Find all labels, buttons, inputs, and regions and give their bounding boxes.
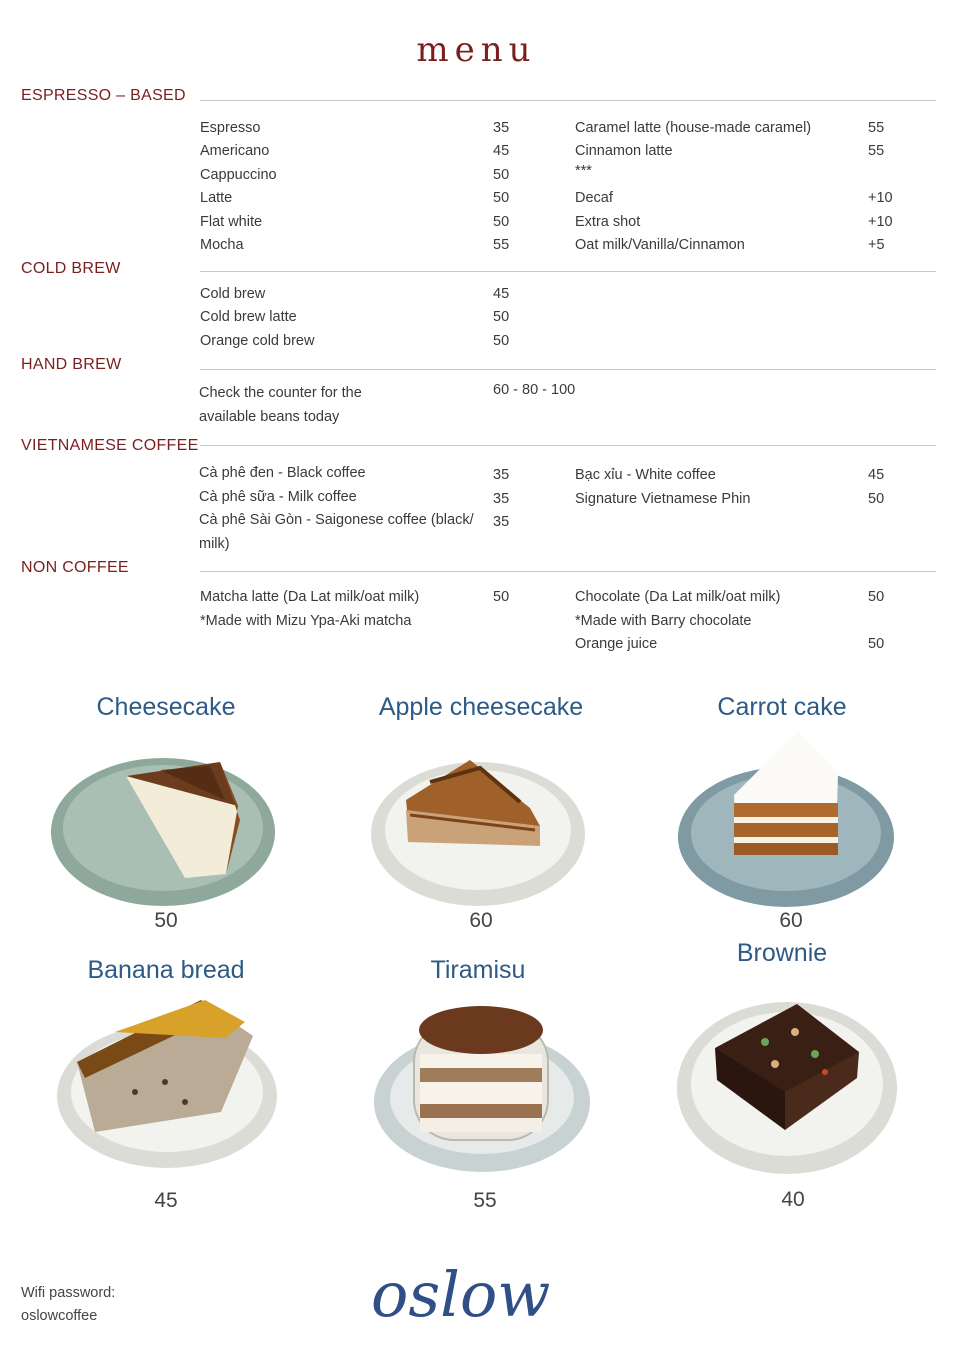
- menu-price: 35: [493, 467, 510, 483]
- menu-item-white-coffee: Bạc xỉu - White coffee: [575, 467, 716, 483]
- wifi-label: Wifi password:: [21, 1285, 116, 1301]
- cheesecake-image: [50, 750, 278, 910]
- menu-price: 50: [493, 214, 510, 230]
- tiramisu-image: [372, 992, 594, 1177]
- menu-title: menu: [416, 30, 537, 70]
- menu-item-saigonese-coffee: Cà phê Sài Gòn - Saigonese coffee (black/: [199, 512, 474, 528]
- divider: [200, 369, 936, 370]
- menu-price: 55: [868, 120, 885, 136]
- menu-item-caramel-latte: Caramel latte (house-made caramel): [575, 120, 812, 136]
- menu-item-decaf: Decaf: [575, 190, 613, 206]
- menu-item-saigonese-coffee-cont: milk): [199, 536, 230, 552]
- menu-separator-stars: ***: [575, 163, 592, 179]
- menu-price: 50: [493, 589, 510, 605]
- menu-price: 45: [493, 286, 510, 302]
- menu-price: 50: [493, 190, 510, 206]
- hand-brew-note-line2: available beans today: [199, 409, 340, 425]
- oslow-logo: [365, 1258, 620, 1333]
- menu-price: 45: [868, 467, 885, 483]
- menu-item-cappuccino: Cappuccino: [200, 167, 277, 183]
- wifi-info: [21, 1282, 115, 1328]
- carrot-cake-image: [678, 725, 898, 910]
- section-label-cold-brew: COLD BREW: [21, 260, 121, 277]
- divider: [200, 571, 936, 572]
- cake-name-brownie: Brownie: [736, 939, 828, 967]
- cake-price-banana-bread: 45: [154, 1189, 178, 1212]
- menu-price: 35: [493, 120, 510, 136]
- cake-name-cheesecake: Cheesecake: [96, 693, 236, 721]
- menu-note-chocolate: *Made with Barry chocolate: [575, 613, 752, 629]
- hand-brew-note-line1: Check the counter for the: [199, 385, 362, 401]
- menu-item-latte: Latte: [200, 190, 233, 206]
- cake-price-apple-cheesecake: 60: [469, 909, 493, 932]
- menu-price: +10: [868, 190, 893, 206]
- menu-price: 55: [868, 143, 885, 159]
- divider: [200, 445, 936, 446]
- menu-item-milk-coffee: Cà phê sữa - Milk coffee: [199, 489, 357, 505]
- cake-name-banana-bread: Banana bread: [87, 956, 245, 984]
- menu-item-vietnamese-phin: Signature Vietnamese Phin: [575, 491, 751, 507]
- cake-price-tiramisu: 55: [473, 1189, 497, 1212]
- menu-item-chocolate: Chocolate (Da Lat milk/oat milk): [575, 589, 781, 605]
- brownie-image: [675, 992, 900, 1177]
- menu-item-americano: Americano: [200, 143, 270, 159]
- cake-name-carrot-cake: Carrot cake: [717, 693, 847, 721]
- menu-note-matcha: *Made with Mizu Ypa-Aki matcha: [200, 613, 412, 629]
- menu-price: 50: [493, 333, 510, 349]
- oslow-logo-text: oslow: [371, 1258, 551, 1331]
- divider: [200, 271, 936, 272]
- menu-price: +5: [868, 237, 885, 253]
- cake-price-carrot-cake: 60: [779, 909, 803, 932]
- cake-price-cheesecake: 50: [154, 909, 178, 932]
- menu-price: 50: [868, 491, 885, 507]
- section-label-espresso: ESPRESSO – BASED: [21, 87, 186, 104]
- apple-cheesecake-image: [370, 750, 590, 910]
- menu-item-matcha-latte: Matcha latte (Da Lat milk/oat milk): [200, 589, 420, 605]
- wifi-password: oslowcoffee: [21, 1308, 98, 1324]
- menu-item-mocha: Mocha: [200, 237, 244, 253]
- section-label-hand-brew: HAND BREW: [21, 356, 122, 373]
- section-label-vietnamese: VIETNAMESE COFFEE: [21, 437, 199, 454]
- menu-price: 50: [868, 636, 885, 652]
- menu-item-orange-juice: Orange juice: [575, 636, 658, 652]
- menu-item-cinnamon-latte: Cinnamon latte: [575, 143, 673, 159]
- menu-price: 50: [493, 309, 510, 325]
- cake-name-apple-cheesecake: Apple cheesecake: [378, 693, 584, 721]
- menu-item-cold-brew: Cold brew: [200, 286, 266, 302]
- menu-item-flat-white: Flat white: [200, 214, 263, 230]
- banana-bread-image: [55, 992, 280, 1177]
- menu-price: 35: [493, 491, 510, 507]
- menu-price: +10: [868, 214, 893, 230]
- menu-item-extra-shot: Extra shot: [575, 214, 641, 230]
- menu-price: 50: [868, 589, 885, 605]
- menu-item-orange-cold-brew: Orange cold brew: [200, 333, 315, 349]
- cake-name-tiramisu: Tiramisu: [430, 956, 526, 984]
- section-label-non-coffee: NON COFFEE: [21, 559, 129, 576]
- menu-price: 50: [493, 167, 510, 183]
- menu-item-addons: Oat milk/Vanilla/Cinnamon: [575, 237, 745, 253]
- menu-item-cold-brew-latte: Cold brew latte: [200, 309, 297, 325]
- divider: [200, 100, 936, 101]
- menu-price: 45: [493, 143, 510, 159]
- menu-price: 35: [493, 514, 510, 530]
- menu-price: 55: [493, 237, 510, 253]
- cake-price-brownie: 40: [781, 1188, 805, 1211]
- menu-item-black-coffee: Cà phê đen - Black coffee: [199, 465, 366, 481]
- hand-brew-price: 60 - 80 - 100: [493, 382, 576, 398]
- menu-item-espresso: Espresso: [200, 120, 261, 136]
